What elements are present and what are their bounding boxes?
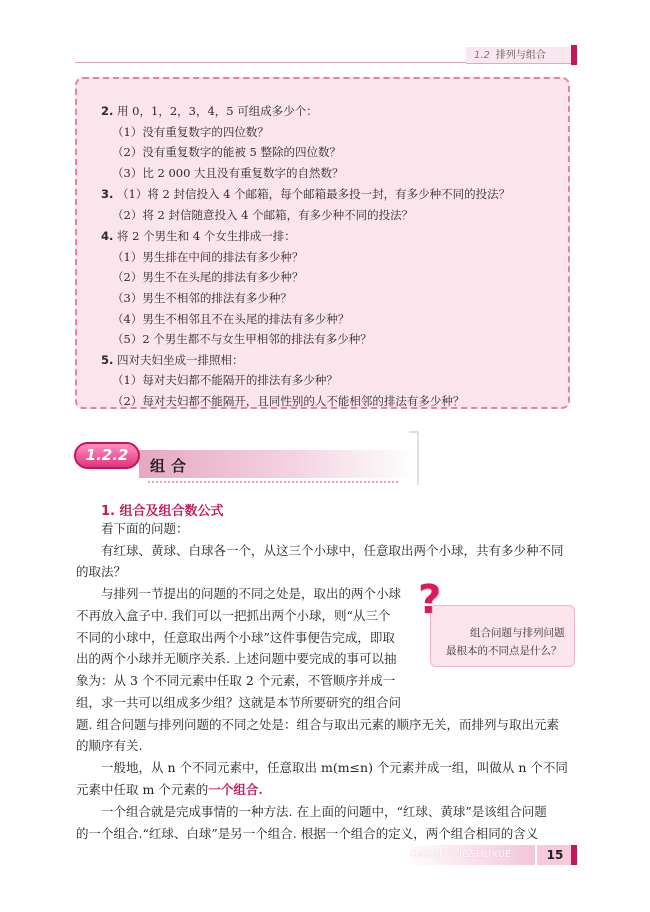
exercise-line: （1）男生排在中间的排法有多少种？ — [112, 250, 304, 264]
exercise-line: （5）2 个男生都不与女生甲相邻的排法有多少种？ — [112, 332, 372, 346]
exercise-line: （3）男生不相邻的排法有多少种？ — [112, 291, 292, 305]
exercise-line: （2）没有重复数字的能被 5 整除的四位数？ — [112, 145, 341, 159]
paragraph-line: 的取法？ — [76, 564, 127, 579]
side-note-line: 组合问题与排列问题 — [470, 627, 565, 639]
paragraph-line: 组，求一共可以组成多少组？这就是本节所要研究的组合问 — [76, 695, 402, 710]
banner-dotted-rule — [148, 481, 398, 483]
exercise-line: （3）比 2 000 大且没有重复数字的自然数？ — [112, 166, 344, 180]
side-note-line: 最根本的不同点是什么？ — [446, 645, 562, 657]
exercise-line: （1）每对夫妇都不能隔开的排法有多少种？ — [112, 373, 338, 387]
paragraph-line: 的一个组合.“红球、白球”是另一个组合. 根据一个组合的定义，两个组合相同的含义 — [76, 826, 539, 841]
paragraph-line: 有红球、黄球、白球各一个，从这三个小球中，任意取出两个小球，共有多少种不同 — [101, 543, 564, 558]
section-title: 组合 — [150, 457, 193, 475]
exercise-line: （2）将 2 封信随意投入 4 个邮箱，有多少种不同的投法？ — [112, 208, 414, 222]
paragraph-line: 与排列一节提出的问题的不同之处是，取出的两个小球 — [101, 586, 402, 601]
exercise-line: 2. 用 0，1，2，3，4，5 可组成多少个： — [101, 104, 318, 118]
exercise-line: 5. 四对夫妇坐成一排照相： — [101, 353, 244, 367]
paragraph-line: 一般地，从 n 个不同元素中，任意取出 m(m≤n) 个元素并成一组，叫做从 n 个不同 — [101, 760, 568, 775]
paragraph-line: 出的两个小球并无顺序关系. 上述问题中要完成的事可以抽 — [76, 651, 397, 666]
exercise-line: 3. （1）将 2 封信投入 4 个邮箱，每个邮箱最多投一封，有多少种不同的投法？ — [101, 187, 511, 201]
section-number-badge: 1.2.2 — [74, 442, 140, 469]
header-section-title: 排列与组合 — [495, 50, 546, 61]
exercise-line: （2）男生不在头尾的排法有多少种？ — [112, 270, 304, 284]
paragraph-line: 元素中任取 m 个元素的一个组合. — [76, 782, 263, 797]
footer-series-label: GAOZHONGSHUXUE — [410, 849, 512, 860]
paragraph-line: 不再放入盒子中. 我们可以一把抓出两个小球，则“从三个 — [76, 608, 391, 623]
paragraph-line: 象为：从 3 个不同元素中任取 2 个元素，不管顺序并成一 — [76, 673, 396, 688]
header-section-number: 1.2 — [474, 50, 490, 61]
emphasis-term: 一个组合. — [208, 782, 263, 797]
subheading: 1. 组合及组合数公式 — [101, 504, 224, 519]
paragraph-line: 看下面的问题： — [101, 521, 189, 536]
page-number: 15 — [537, 845, 573, 865]
running-header — [466, 47, 572, 64]
footer-accent-mark — [571, 845, 577, 865]
header-accent-mark — [571, 45, 577, 65]
paragraph-line: 的顺序有关. — [76, 738, 143, 753]
paragraph-line: 不同的小球中，任意取出两个小球”这件事便告完成，即取 — [76, 630, 395, 645]
exercise-line: （2）每对夫妇都不能隔开，且同性别的人不能相邻的排法有多少种？ — [112, 394, 465, 408]
paragraph-line: 一个组合就是完成事情的一种方法. 在上面的问题中，“红球、黄球”是该组合问题 — [101, 804, 547, 819]
exercise-line: 4. 将 2 个男生和 4 个女生排成一排： — [101, 229, 296, 243]
question-mark-icon: ? — [418, 577, 442, 623]
paragraph-line: 题. 组合问题与排列问题的不同之处是：组合与取出元素的顺序无关，而排列与取出元素 — [76, 717, 559, 732]
exercise-line: （1）没有重复数字的四位数？ — [112, 125, 269, 139]
exercise-line: （4）男生不相邻且不在头尾的排法有多少种？ — [112, 312, 350, 326]
